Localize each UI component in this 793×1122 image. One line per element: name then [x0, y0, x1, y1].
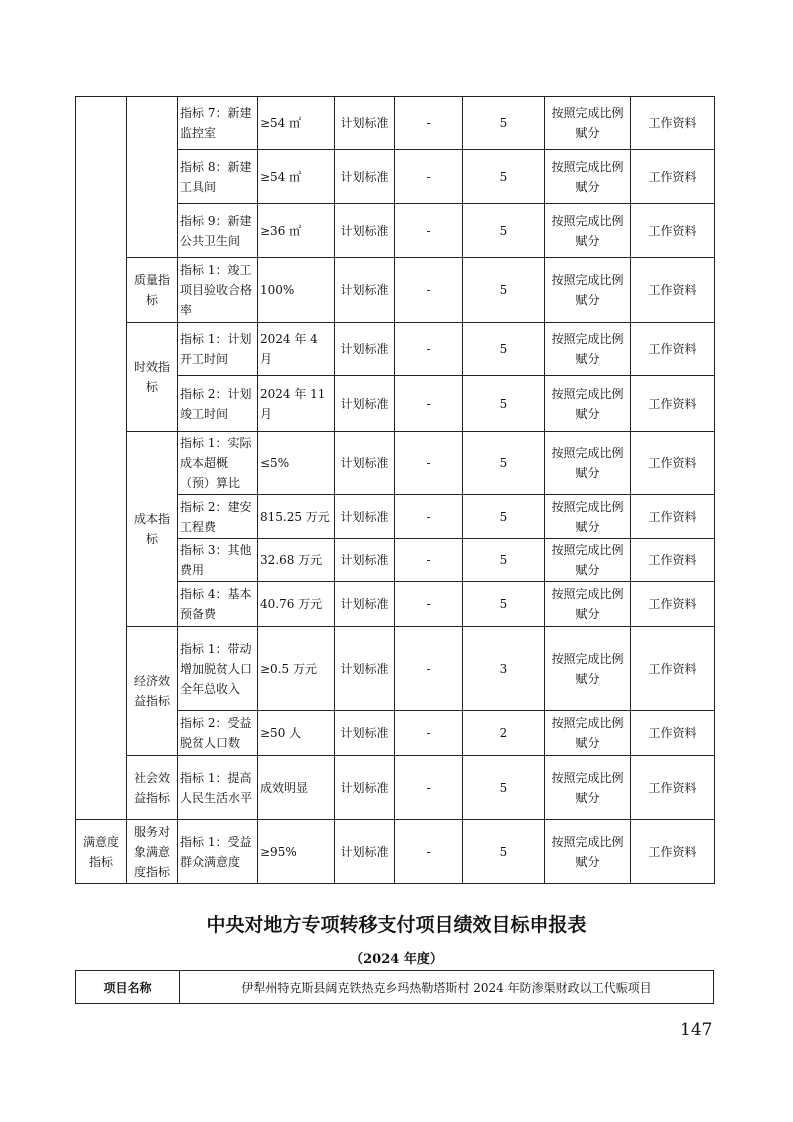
table-row [76, 756, 715, 820]
indicator-type: 计划标准 [335, 323, 395, 376]
indicator-source: 工作资料 [631, 627, 715, 711]
indicator-type: 计划标准 [335, 711, 395, 756]
indicator-name: 指标 2：计划竣工时间 [178, 376, 258, 432]
indicator-method: 按照完成比例赋分 [545, 97, 631, 150]
indicator-score: 5 [463, 204, 545, 258]
indicator-score: 5 [463, 258, 545, 323]
indicator-dash: - [395, 756, 463, 820]
page-number: 147 [680, 1020, 713, 1040]
indicator-dash: - [395, 582, 463, 627]
indicator-dash: - [395, 495, 463, 539]
level2-cell: 服务对象满意度指标 [127, 820, 178, 884]
indicator-source: 工作资料 [631, 376, 715, 432]
indicator-source: 工作资料 [631, 323, 715, 376]
indicator-name: 指标 4：基本预备费 [178, 582, 258, 627]
indicator-source: 工作资料 [631, 582, 715, 627]
indicator-source: 工作资料 [631, 97, 715, 150]
indicator-type: 计划标准 [335, 820, 395, 884]
indicator-value: 2024 年 4 月 [258, 323, 335, 376]
indicator-name: 指标 1：竣工项目验收合格率 [178, 258, 258, 323]
indicator-name: 指标 8：新建工具间 [178, 150, 258, 204]
indicator-type: 计划标准 [335, 97, 395, 150]
level2-cell: 质量指标 [127, 258, 178, 323]
indicator-score: 5 [463, 582, 545, 627]
table-row [76, 627, 715, 711]
indicator-name: 指标 1：实际成本超概（预）算比 [178, 432, 258, 495]
indicator-type: 计划标准 [335, 258, 395, 323]
indicator-value: 32.68 万元 [258, 539, 335, 582]
table-row [76, 323, 715, 376]
indicator-type: 计划标准 [335, 756, 395, 820]
indicator-score: 5 [463, 150, 545, 204]
indicator-name: 指标 1：提高人民生活水平 [178, 756, 258, 820]
project-table [75, 970, 714, 1004]
indicator-dash: - [395, 258, 463, 323]
indicator-name: 指标 7：新建监控室 [178, 97, 258, 150]
indicator-dash: - [395, 539, 463, 582]
indicator-value: ≥95% [258, 820, 335, 884]
table-row [76, 432, 715, 495]
indicator-dash: - [395, 150, 463, 204]
indicator-type: 计划标准 [335, 582, 395, 627]
indicator-dash: - [395, 204, 463, 258]
indicator-method: 按照完成比例赋分 [545, 627, 631, 711]
table-row [76, 97, 715, 150]
indicator-method: 按照完成比例赋分 [545, 323, 631, 376]
level1-cell [76, 97, 127, 820]
indicator-score: 5 [463, 756, 545, 820]
project-row [76, 971, 714, 1004]
indicator-method: 按照完成比例赋分 [545, 820, 631, 884]
indicator-method: 按照完成比例赋分 [545, 204, 631, 258]
level2-cell [127, 97, 178, 258]
indicator-score: 3 [463, 627, 545, 711]
indicator-method: 按照完成比例赋分 [545, 582, 631, 627]
indicator-source: 工作资料 [631, 820, 715, 884]
form-year: （2024 年度） [350, 952, 443, 967]
indicator-type: 计划标准 [335, 150, 395, 204]
indicator-method: 按照完成比例赋分 [545, 150, 631, 204]
indicator-dash: - [395, 323, 463, 376]
indicator-source: 工作资料 [631, 539, 715, 582]
indicator-type: 计划标准 [335, 627, 395, 711]
indicator-name: 指标 2：受益脱贫人口数 [178, 711, 258, 756]
indicator-dash: - [395, 376, 463, 432]
project-name-label: 项目名称 [76, 971, 180, 1004]
indicator-method: 按照完成比例赋分 [545, 711, 631, 756]
indicator-value: 2024 年 11 月 [258, 376, 335, 432]
indicator-method: 按照完成比例赋分 [545, 495, 631, 539]
indicator-name: 指标 2：建安工程费 [178, 495, 258, 539]
indicator-value: ≥0.5 万元 [258, 627, 335, 711]
indicator-source: 工作资料 [631, 495, 715, 539]
indicator-name: 指标 1：计划开工时间 [178, 323, 258, 376]
level2-cell: 经济效益指标 [127, 627, 178, 756]
level1-cell: 满意度指标 [76, 820, 127, 884]
indicator-type: 计划标准 [335, 539, 395, 582]
indicator-source: 工作资料 [631, 258, 715, 323]
indicator-value: 815.25 万元 [258, 495, 335, 539]
indicator-source: 工作资料 [631, 150, 715, 204]
indicator-source: 工作资料 [631, 432, 715, 495]
indicator-value: 40.76 万元 [258, 582, 335, 627]
indicator-type: 计划标准 [335, 204, 395, 258]
indicator-score: 5 [463, 323, 545, 376]
indicator-type: 计划标准 [335, 495, 395, 539]
indicator-type: 计划标准 [335, 432, 395, 495]
indicator-value: 100% [258, 258, 335, 323]
indicator-score: 2 [463, 711, 545, 756]
level2-cell: 社会效益指标 [127, 756, 178, 820]
indicator-name: 指标 3：其他费用 [178, 539, 258, 582]
indicator-value: ≥50 人 [258, 711, 335, 756]
indicator-value: ≥36 ㎡ [258, 204, 335, 258]
indicator-name: 指标 1：受益群众满意度 [178, 820, 258, 884]
indicator-dash: - [395, 97, 463, 150]
indicator-type: 计划标准 [335, 376, 395, 432]
indicator-value: 成效明显 [258, 756, 335, 820]
indicator-method: 按照完成比例赋分 [545, 376, 631, 432]
indicator-score: 5 [463, 495, 545, 539]
indicator-score: 5 [463, 820, 545, 884]
indicator-table [75, 96, 715, 884]
form-title: 中央对地方专项转移支付项目绩效目标申报表 [206, 914, 587, 936]
indicator-value: ≤5% [258, 432, 335, 495]
project-name-value: 伊犁州特克斯县阔克铁热克乡玛热勒塔斯村 2024 年防渗渠财政以工代赈项目 [180, 971, 714, 1004]
indicator-dash: - [395, 711, 463, 756]
indicator-method: 按照完成比例赋分 [545, 258, 631, 323]
indicator-dash: - [395, 432, 463, 495]
indicator-value: ≥54 ㎡ [258, 97, 335, 150]
indicator-score: 5 [463, 376, 545, 432]
level2-cell: 成本指标 [127, 432, 178, 627]
indicator-method: 按照完成比例赋分 [545, 432, 631, 495]
indicator-name: 指标 9：新建公共卫生间 [178, 204, 258, 258]
level2-cell: 时效指标 [127, 323, 178, 432]
table-row [76, 258, 715, 323]
indicator-dash: - [395, 820, 463, 884]
indicator-value: ≥54 ㎡ [258, 150, 335, 204]
indicator-score: 5 [463, 97, 545, 150]
indicator-score: 5 [463, 539, 545, 582]
indicator-source: 工作资料 [631, 711, 715, 756]
indicator-method: 按照完成比例赋分 [545, 756, 631, 820]
indicator-score: 5 [463, 432, 545, 495]
indicator-dash: - [395, 627, 463, 711]
indicator-source: 工作资料 [631, 204, 715, 258]
table-row [76, 820, 715, 884]
indicator-name: 指标 1：带动增加脱贫人口全年总收入 [178, 627, 258, 711]
indicator-source: 工作资料 [631, 756, 715, 820]
indicator-method: 按照完成比例赋分 [545, 539, 631, 582]
